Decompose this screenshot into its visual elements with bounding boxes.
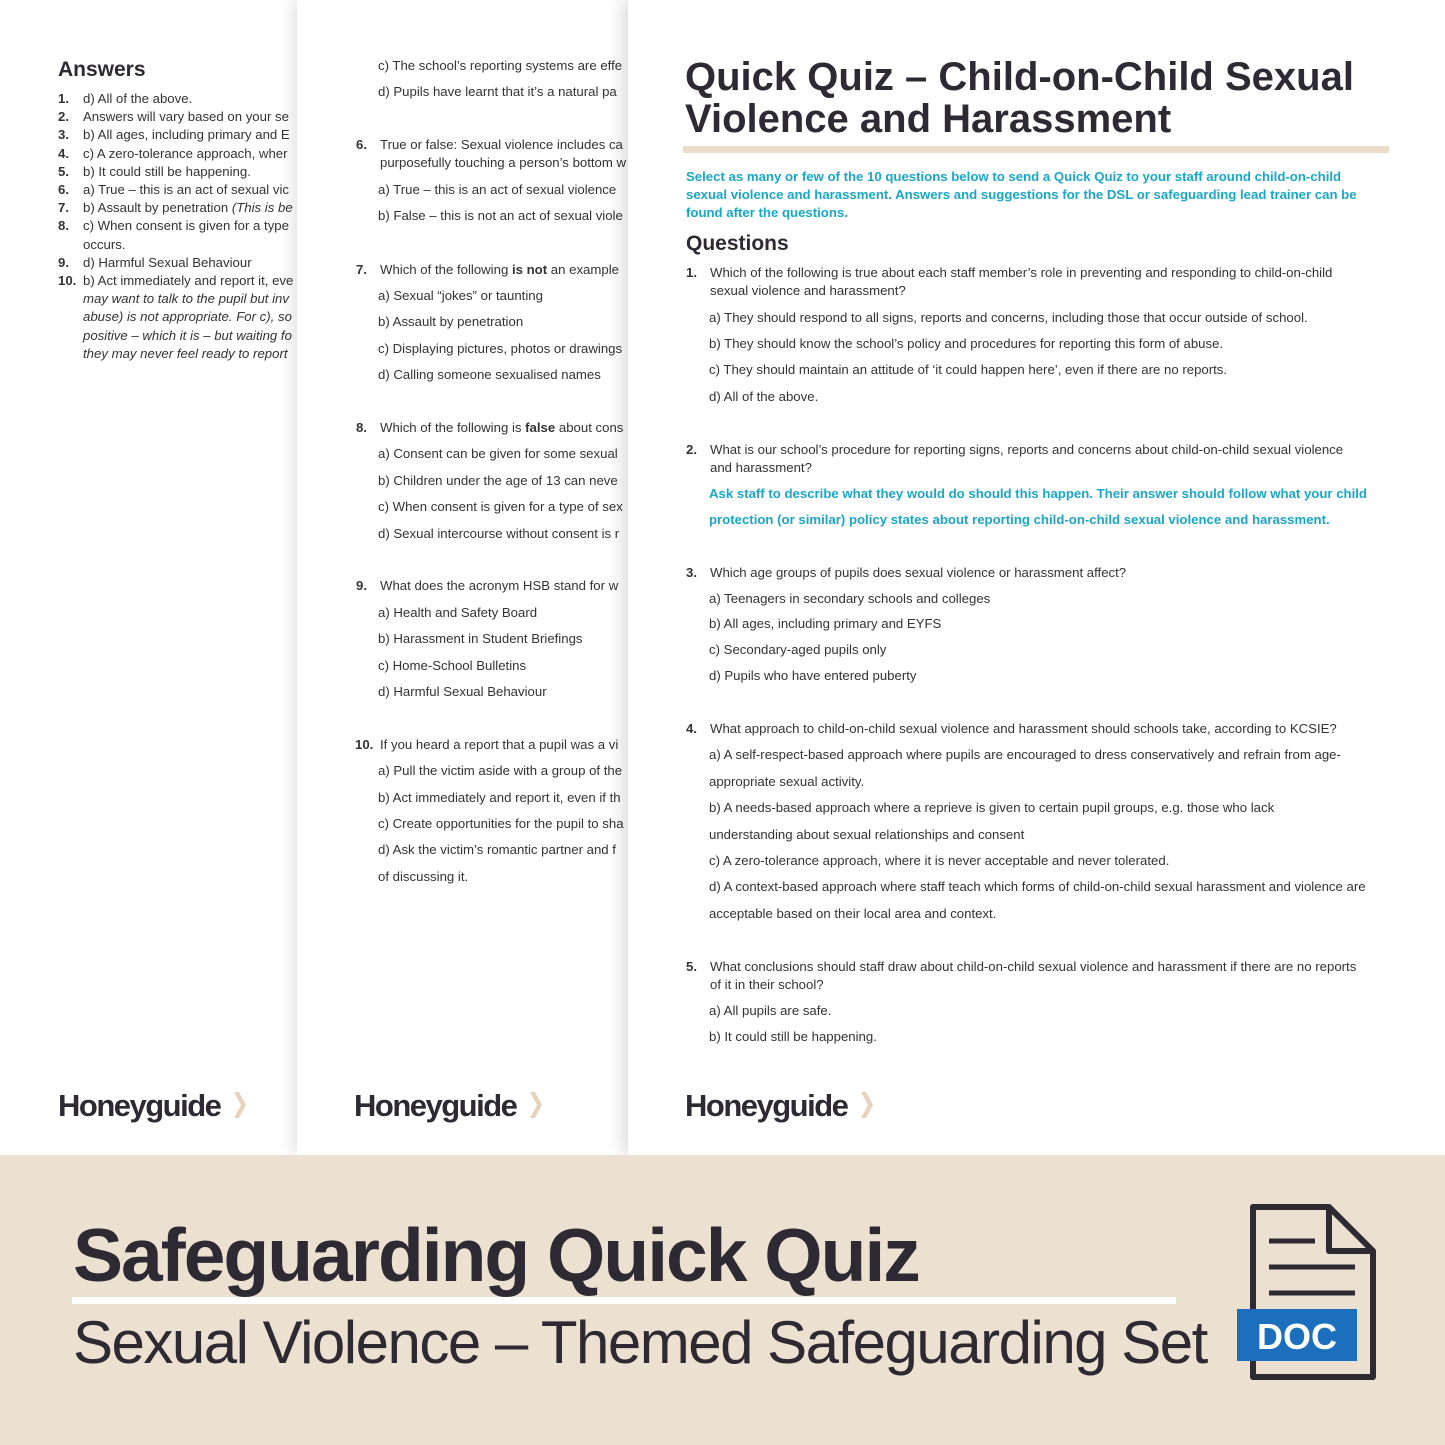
question-2: 2. What is our school’s procedure for reporting signs, reports and concerns about child-on-child sexual violence and harassment? bbox=[686, 442, 1344, 475]
option-text: a) They should respond to all signs, reports and concerns, including those that occur outside of school. bbox=[709, 310, 1308, 325]
answer-item: 5. b) It could still be happening. bbox=[58, 163, 251, 179]
option-text: c) Displaying pictures, photos or drawings bbox=[378, 341, 623, 356]
question-8: 8. Which of the following is false about cons bbox=[356, 420, 624, 435]
option-text: b) False – this is not an act of sexual viole bbox=[378, 208, 623, 223]
intro-text: Select as many or few of the 10 questions below to send a Quick Quiz to your staff around child-on-child sexual violence and harassment. Answers and suggestions for the DSL or safeguarding lead trainer can be found after the questions. bbox=[686, 169, 1357, 221]
option-text: d) A context-based approach where staff teach which forms of child-on-child sexual harassment and violence are bbox=[709, 879, 1366, 894]
option-text: a) True – this is an act of sexual violence bbox=[378, 182, 617, 197]
answers-heading: Answers bbox=[58, 58, 146, 81]
trainer-hint: Ask staff to describe what they would do should this happen. Their answer should follow what your child bbox=[709, 486, 1367, 501]
answers-list bbox=[58, 90, 300, 363]
option-text: b) Children under the age of 13 can neve bbox=[378, 473, 618, 488]
answer-item: 3. b) All ages, including primary and E bbox=[58, 127, 290, 143]
question-7: 7. Which of the following is not an example bbox=[356, 262, 619, 277]
question-9: 9. What does the acronym HSB stand for w bbox=[356, 578, 619, 593]
question-5: 5. What conclusions should staff draw about child-on-child sexual violence and harassment if there are no reports of it in their school? bbox=[686, 959, 1357, 992]
option-text: b) A needs-based approach where a reprieve is given to certain pupil groups, e.g. those who lack bbox=[709, 800, 1275, 815]
question-text: purposefully touching a person’s bottom w bbox=[380, 155, 627, 170]
banner-title: Safeguarding Quick Quiz bbox=[73, 1213, 919, 1297]
option-text: a) Health and Safety Board bbox=[378, 605, 538, 620]
question-10: 10. If you heard a report that a pupil was a vi bbox=[355, 737, 619, 752]
trainer-hint: protection (or similar) policy states about reporting child-on-child sexual violence and harassment. bbox=[709, 512, 1330, 527]
question-6: 6. True or false: Sexual violence includes ca bbox=[356, 137, 623, 152]
option-text: d) Harmful Sexual Behaviour bbox=[378, 684, 547, 699]
option-text: a) All pupils are safe. bbox=[709, 1003, 832, 1018]
option-text: c) Secondary-aged pupils only bbox=[709, 642, 887, 657]
honeyguide-logo: Honeyguide bbox=[685, 1088, 847, 1124]
option-text: understanding about sexual relationships and consent bbox=[709, 827, 1025, 842]
option-text: d) Pupils have learnt that it’s a natural pa bbox=[378, 84, 617, 99]
answer-item: 4. c) A zero-tolerance approach, wher bbox=[58, 145, 288, 161]
answer-item: 1. d) All of the above. bbox=[58, 91, 193, 106]
questions-heading: Questions bbox=[686, 232, 789, 255]
option-text: a) Teenagers in secondary schools and colleges bbox=[709, 591, 991, 606]
option-text: a) A self-respect-based approach where pupils are encouraged to dress conservatively and refrain from age- bbox=[709, 747, 1341, 762]
option-text: a) Sexual “jokes” or taunting bbox=[378, 288, 543, 303]
option-text: a) Consent can be given for some sexual bbox=[378, 446, 618, 461]
option-text: appropriate sexual activity. bbox=[709, 774, 865, 789]
option-text: b) Assault by penetration bbox=[378, 314, 524, 329]
option-text: b) Harassment in Student Briefings bbox=[378, 631, 583, 646]
option-text: d) Ask the victim’s romantic partner and f bbox=[378, 842, 616, 857]
option-text: c) Create opportunities for the pupil to sha bbox=[378, 816, 624, 831]
question-1: 1. Which of the following is true about each staff member’s role in preventing and responding to child-on-child sexual violence and harassment? bbox=[686, 265, 1333, 298]
honeyguide-logo: Honeyguide bbox=[58, 1088, 220, 1124]
answer-item: 2. Answers will vary based on your se bbox=[58, 109, 289, 125]
option-text: of discussing it. bbox=[378, 869, 469, 884]
honeyguide-logo: Honeyguide bbox=[354, 1088, 516, 1124]
answers-page bbox=[0, 0, 300, 1155]
doc-file-icon bbox=[1237, 1203, 1377, 1383]
quiz-page bbox=[628, 0, 1445, 1155]
option-text: c) When consent is given for a type of sex bbox=[378, 499, 623, 514]
answer-item: 10. b) Act immediately and report it, eve may want to talk to the pupil but inv abuse) is not appropriate. For c), so positive – which it is – but waiting fo they may never feel ready to report bbox=[58, 273, 294, 361]
option-text: d) Calling someone sexualised names bbox=[378, 367, 601, 382]
answer-item: 8. c) When consent is given for a type occurs. bbox=[58, 218, 289, 252]
option-text: b) They should know the school’s policy and procedures for reporting this form of abuse. bbox=[709, 336, 1224, 351]
option-text: c) The school’s reporting systems are effe bbox=[378, 58, 623, 73]
quiz-title: Quick Quiz – Child-on-Child Sexual Violence and Harassment bbox=[685, 55, 1354, 141]
question-3: 3. Which age groups of pupils does sexual violence or harassment affect? bbox=[686, 565, 1127, 580]
continuation-page bbox=[297, 0, 632, 1155]
option-text: a) Pull the victim aside with a group of the bbox=[378, 763, 623, 778]
option-text: acceptable based on their local area and context. bbox=[709, 906, 997, 921]
doc-label: DOC bbox=[1257, 1316, 1337, 1357]
banner-divider bbox=[72, 1297, 1176, 1304]
option-text: b) It could still be happening. bbox=[709, 1029, 877, 1044]
option-text: d) Sexual intercourse without consent is r bbox=[378, 526, 620, 541]
option-text: d) All of the above. bbox=[709, 389, 819, 404]
option-text: b) All ages, including primary and EYFS bbox=[709, 616, 942, 631]
question-4: 4. What approach to child-on-child sexual violence and harassment should schools take, according to KCSIE? bbox=[686, 721, 1337, 736]
banner-subtitle: Sexual Violence – Themed Safeguarding Set bbox=[73, 1309, 1207, 1376]
option-text: b) Act immediately and report it, even if th bbox=[378, 790, 621, 805]
option-text: c) Home-School Bulletins bbox=[378, 658, 527, 673]
answer-item: 9. d) Harmful Sexual Behaviour bbox=[58, 254, 252, 270]
answer-item: 7. b) Assault by penetration (This is be bbox=[58, 200, 293, 216]
option-text: c) A zero-tolerance approach, where it is never acceptable and never tolerated. bbox=[709, 853, 1170, 868]
title-underline bbox=[683, 146, 1389, 153]
option-text: d) Pupils who have entered puberty bbox=[709, 668, 917, 683]
option-text: c) They should maintain an attitude of ‘it could happen here’, even if there are no reports. bbox=[709, 362, 1228, 377]
answer-item: 6. a) True – this is an act of sexual vic bbox=[58, 182, 289, 198]
